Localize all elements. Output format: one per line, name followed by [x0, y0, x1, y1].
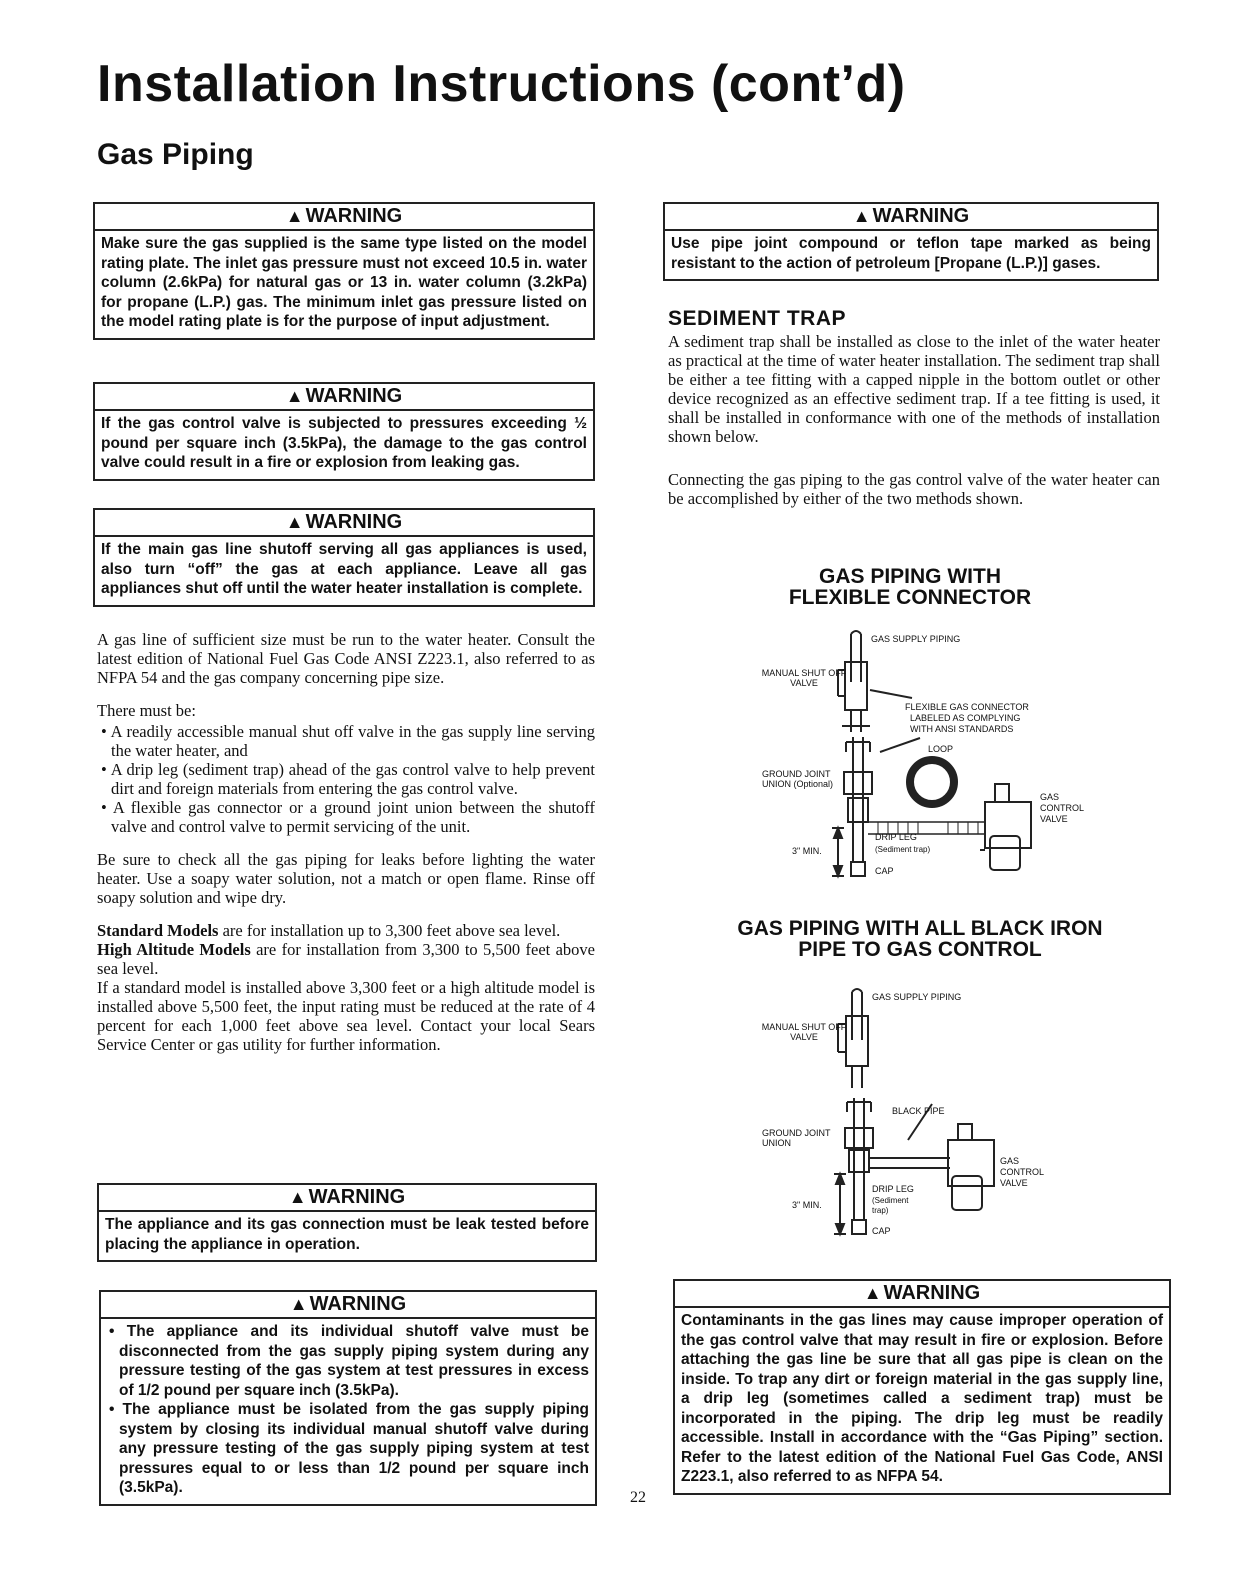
fig1-label-flex-3: WITH ANSI STANDARDS — [910, 724, 1014, 734]
warning-box-leak-test — [97, 1183, 597, 1262]
paragraph-there-must-be: There must be: — [97, 701, 196, 720]
paragraph-connecting: Connecting the gas piping to the gas control valve of the water heater can be accomplished by either of the two methods shown. — [668, 470, 1160, 508]
warning-triangle-icon: ▲ — [285, 512, 304, 532]
figure1-diagram — [720, 622, 1140, 892]
list-item: • A drip leg (sediment trap) ahead of the gas control valve to help prevent dirt and foreign materials from entering the gas control valve. — [101, 760, 595, 798]
fig1-label-union: GROUND JOINT — [762, 769, 831, 779]
fig2-label-gas: GAS — [1000, 1156, 1020, 1166]
fig1-label-shutoff-valve: VALVE — [790, 678, 818, 688]
warning-heading: ▲ WARNING — [95, 510, 593, 537]
fig1-label-drip: DRIP LEG — [875, 832, 917, 842]
warning-text: Contaminants in the gas lines may cause improper operation of the gas control valve that may result in fire or explosion. Before attaching the gas line be sure that all gas pipe is clean on the inside. To trap any dirt or foreign material in the gas supply line, a drip leg (sometimes called a sediment trap) must be incorporated in the piping. The drip leg must be readily accessible. Install in accordance with the “Gas Piping” section. Refer to the latest edition of the National Fuel Gas Code, ANSI Z223.1, also referred to as NFPA 54. — [681, 1312, 1163, 1485]
warning-text: Use pipe joint compound or teflon tape marked as being resistant to the action of petroleum [Propane (L.P.)] gases. — [671, 235, 1151, 272]
warning-heading: ▲ WARNING — [95, 384, 593, 411]
fig2-label-cap: CAP — [872, 1226, 891, 1236]
warning-text — [101, 1319, 595, 1504]
fig1-label-loop: LOOP — [928, 744, 954, 754]
fig2-label-min: 3" MIN. — [792, 1200, 822, 1210]
left-body-text — [97, 630, 595, 1054]
list-item: • The appliance and its individual shutoff valve must be disconnected from the gas supply piping system during any pressure testing of the gas system at test pressures in excess of 1/2 pound per square inch (3.5kPa). — [109, 1323, 589, 1399]
warning-box-pressure — [93, 382, 595, 481]
warning-text: If the main gas line shutoff serving all gas appliances is used, also turn “off” the gas at each appliance. Leave all gas appliances shut off until the water heater installation is complete. — [101, 541, 587, 597]
fig1-label-supply: GAS SUPPLY PIPING — [871, 634, 961, 644]
fig2-label-valve: VALVE — [1000, 1178, 1028, 1188]
fig1-label-flex-2: LABELED AS COMPLYING — [910, 713, 1021, 723]
warning-heading: ▲ WARNING — [95, 204, 593, 231]
figure2-heading: GAS PIPING WITH ALL BLACK IRON PIPE TO GAS CONTROL — [737, 917, 1103, 961]
page-number: 22 — [630, 1489, 646, 1506]
paragraph-gas-line: A gas line of sufficient size must be run to the water heater. Consult the latest edition of National Fuel Gas Code ANSI Z223.1, also referred to as NFPA 54 and the gas company concerning pipe size. — [97, 630, 595, 687]
fig2-label-shutoff: MANUAL SHUT OFF — [761, 1022, 847, 1032]
warning-triangle-icon: ▲ — [285, 206, 304, 226]
paragraph-leak-check: Be sure to check all the gas piping for leaks before lighting the water heater. Use a soapy water solution, not a match or open flame. Rinse off soapy solution and wipe dry. — [97, 850, 595, 907]
fig2-label-union: GROUND JOINT — [762, 1128, 831, 1138]
fig2-label-control: CONTROL — [1000, 1167, 1045, 1177]
fig2-label-shutoff-valve: VALVE — [790, 1032, 818, 1042]
list-item: • The appliance must be isolated from the gas supply piping system by closing its individual manual shutoff valve during any pressure testing of the gas supply piping system at test pressures equal to or less than 1/2 pound per square inch (3.5kPa). — [109, 1401, 590, 1496]
warning-box-contaminants — [673, 1279, 1171, 1495]
warning-list — [107, 1322, 589, 1498]
fig1-label-drip-2: (Sediment trap) — [875, 845, 931, 854]
warning-box-main-shutoff — [93, 508, 595, 607]
warning-text: If the gas control valve is subjected to pressures exceeding ½ pound per square inch (3.5kPa), the damage to the gas control valve could result in a fire or explosion from leaking gas. — [101, 415, 587, 471]
fig2-label-drip: DRIP LEG — [872, 1184, 914, 1194]
warning-triangle-icon: ▲ — [852, 206, 871, 226]
warning-triangle-icon: ▲ — [289, 1294, 308, 1314]
warning-heading: ▲ WARNING — [665, 204, 1157, 231]
warning-text: Make sure the gas supplied is the same type listed on the model rating plate. The inlet gas pressure must not exceed 10.5 in. water column (2.6kPa) for natural gas or 13 in. water column (3.2kPa) for propane (L.P.) gas. The minimum inlet gas pressure listed on the model rating plate is for the purpose of input adjustment. — [101, 235, 587, 330]
list-item: • A flexible gas connector or a ground joint union between the shutoff valve and control valve to permit servicing of the unit. — [101, 798, 595, 836]
fig1-label-flex: FLEXIBLE GAS CONNECTOR — [905, 702, 1029, 712]
page-title: Installation Instructions (cont’d) — [97, 55, 906, 113]
warning-box-pipe-compound — [663, 202, 1159, 281]
fig1-label-valve: VALVE — [1040, 814, 1068, 824]
sediment-trap-heading: SEDIMENT TRAP — [668, 307, 847, 330]
warning-box-gas-type — [93, 202, 595, 340]
paragraph-high-altitude: High Altitude Models are for installation from 3,300 to 5,500 feet above sea level. — [97, 940, 595, 978]
fig1-label-cap: CAP — [875, 866, 894, 876]
section-title: Gas Piping — [97, 138, 254, 171]
right-body-text — [668, 332, 1160, 522]
warning-box-pressure-testing — [99, 1290, 597, 1506]
fig2-label-union-2: UNION — [762, 1138, 791, 1148]
warning-heading: ▲ WARNING — [99, 1185, 595, 1212]
warning-triangle-icon: ▲ — [288, 1187, 307, 1207]
fig1-label-min: 3" MIN. — [792, 846, 822, 856]
list-item: • A readily accessible manual shut off valve in the gas supply line serving the water heater, and — [101, 722, 595, 760]
paragraph-sediment-trap: A sediment trap shall be installed as close to the inlet of the water heater as practical at the time of water heater installation. The sediment trap shall be either a tee fitting with a capped nipple in the bottom outlet or other device recognized as an effective sediment trap. If a tee fitting is used, it shall be installed in conformance with one of the methods of installation shown below. — [668, 332, 1160, 446]
fig1-label-union-2: UNION (Optional) — [762, 779, 834, 789]
fig1-label-control: CONTROL — [1040, 803, 1085, 813]
figure2-diagram — [720, 980, 1140, 1250]
fig1-label-shutoff: MANUAL SHUT OFF — [761, 668, 847, 678]
warning-triangle-icon: ▲ — [285, 386, 304, 406]
fig1-label-gas: GAS — [1040, 792, 1060, 802]
paragraph-altitude-derate: If a standard model is installed above 3,300 feet or a high altitude model is installed above 5,500 feet, the input rating must be reduced at the rate of 4 percent for each 1,000 feet above sea level. Contact your local Sears Service Center or gas utility for further information. — [97, 978, 595, 1054]
fig2-label-supply: GAS SUPPLY PIPING — [872, 992, 962, 1002]
warning-text: The appliance and its gas connection must be leak tested before placing the appliance in operation. — [105, 1216, 589, 1253]
figure1-heading: GAS PIPING WITH FLEXIBLE CONNECTOR — [788, 565, 1032, 609]
warning-heading: ▲ WARNING — [675, 1281, 1169, 1308]
paragraph-standard-models: Standard Models are for installation up to 3,300 feet above sea level. — [97, 921, 561, 940]
fig2-label-black: BLACK PIPE — [892, 1106, 945, 1116]
fig2-label-drip-3: trap) — [872, 1206, 889, 1215]
warning-triangle-icon: ▲ — [863, 1283, 882, 1303]
fig2-label-drip-2: (Sediment — [872, 1196, 909, 1205]
requirements-list — [97, 722, 595, 836]
warning-heading: ▲ WARNING — [101, 1292, 595, 1319]
